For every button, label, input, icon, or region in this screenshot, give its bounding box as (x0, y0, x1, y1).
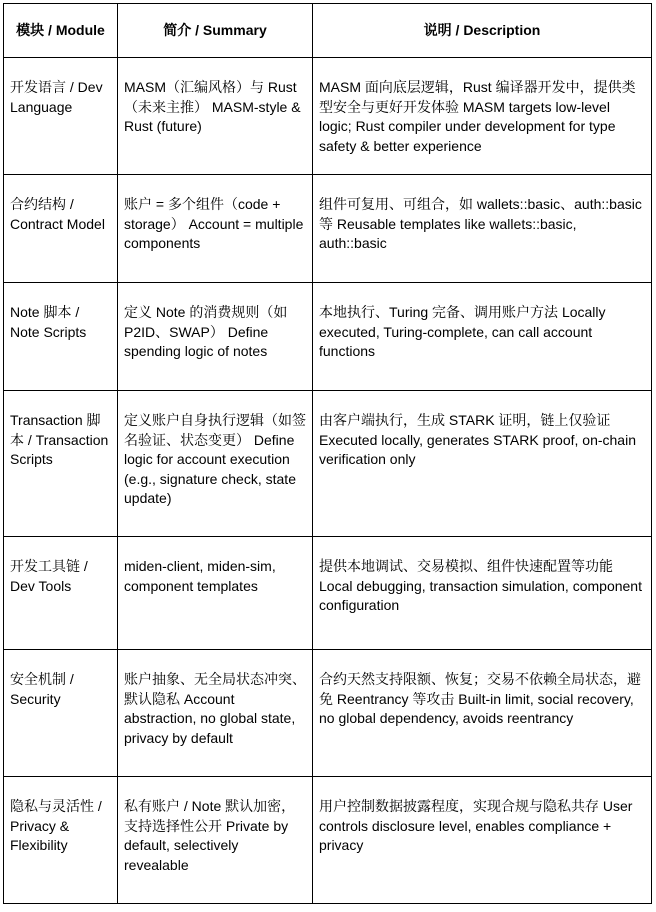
summary-cell: 私有账户 / Note 默认加密，支持选择性公开 Private by default, selectively revealable (118, 777, 313, 904)
table-row (4, 537, 652, 650)
module-cell: 合约结构 / Contract Model (4, 175, 118, 283)
description-cell: 提供本地调试、交易模拟、组件快速配置等功能 Local debugging, transaction simulation, component configuration (313, 537, 652, 650)
table-row (4, 777, 652, 904)
header-row (4, 4, 652, 58)
description-cell: 用户控制数据披露程度，实现合规与隐私共存 User controls disclosure level, enables compliance + privacy (313, 777, 652, 904)
module-summary-table (3, 3, 652, 904)
description-cell: 本地执行、Turing 完备、调用账户方法 Locally executed, Turing-complete, can call account functions (313, 283, 652, 391)
table-row (4, 58, 652, 175)
summary-cell: 账户 = 多个组件（code + storage） Account = multiple components (118, 175, 313, 283)
header-summary: 简介 / Summary (118, 4, 313, 58)
header-description: 说明 / Description (313, 4, 652, 58)
summary-cell: miden-client, miden-sim, component templates (118, 537, 313, 650)
description-cell: MASM 面向底层逻辑，Rust 编译器开发中，提供类型安全与更好开发体验 MASM targets low-level logic; Rust compiler under development for type safety & better experience (313, 58, 652, 175)
table-row (4, 391, 652, 537)
description-cell: 合约天然支持限额、恢复；交易不依赖全局状态，避免 Reentrancy 等攻击 Built-in limit, social recovery, no global dependency, avoids reentrancy (313, 650, 652, 777)
description-cell: 由客户端执行，生成 STARK 证明，链上仅验证 Executed locally, generates STARK proof, on-chain verification only (313, 391, 652, 537)
table-row (4, 175, 652, 283)
module-cell: 开发语言 / Dev Language (4, 58, 118, 175)
summary-cell: 定义账户自身执行逻辑（如签名验证、状态变更） Define logic for account execution (e.g., signature check, state update) (118, 391, 313, 537)
header-module: 模块 / Module (4, 4, 118, 58)
summary-cell: 定义 Note 的消费规则（如 P2ID、SWAP） Define spending logic of notes (118, 283, 313, 391)
module-cell: 安全机制 / Security (4, 650, 118, 777)
module-cell: Transaction 脚本 / Transaction Scripts (4, 391, 118, 537)
module-cell: 开发工具链 / Dev Tools (4, 537, 118, 650)
summary-cell: MASM（汇编风格）与 Rust（未来主推） MASM-style & Rust (future) (118, 58, 313, 175)
module-cell: 隐私与灵活性 / Privacy & Flexibility (4, 777, 118, 904)
summary-cell: 账户抽象、无全局状态冲突、默认隐私 Account abstraction, no global state, privacy by default (118, 650, 313, 777)
description-cell: 组件可复用、可组合，如 wallets::basic、auth::basic 等 Reusable templates like wallets::basic, auth::basic (313, 175, 652, 283)
table-row (4, 650, 652, 777)
module-cell: Note 脚本 / Note Scripts (4, 283, 118, 391)
table-row (4, 283, 652, 391)
